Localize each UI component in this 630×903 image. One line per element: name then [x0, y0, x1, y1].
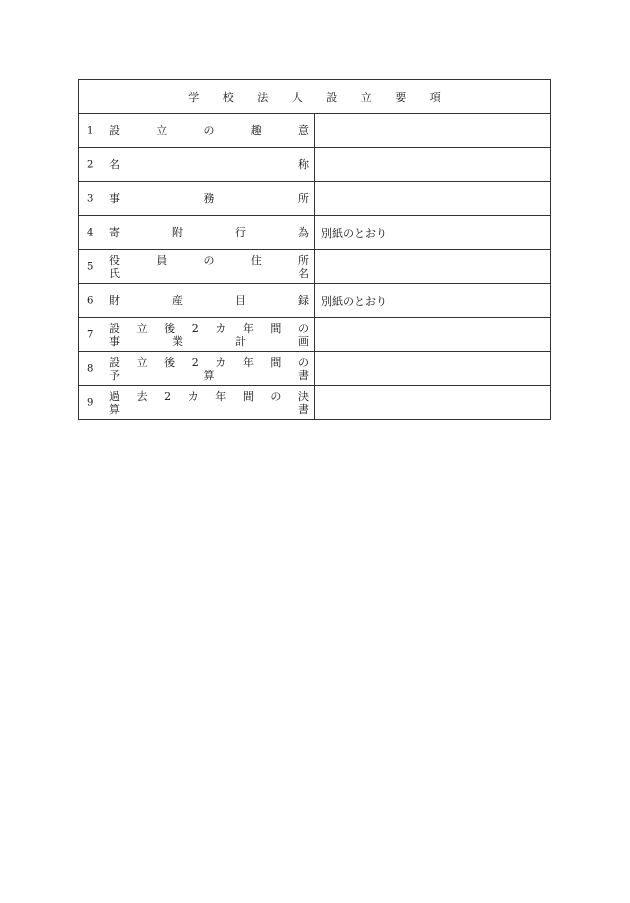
item-number: 3: [87, 193, 94, 204]
item-label: 寄 附 行 為: [109, 225, 309, 239]
item-number: 9: [87, 397, 94, 408]
item-label: [109, 390, 309, 416]
item-label: 名 称: [109, 157, 309, 171]
item-label-cell: [79, 148, 315, 182]
item-label-line-2: 事 業 計 画: [109, 334, 309, 348]
item-label-cell: [79, 114, 315, 148]
item-number: 7: [87, 329, 94, 340]
item-value: 別紙のとおり: [315, 284, 551, 318]
table-row: [79, 318, 551, 352]
item-label-cell: [79, 284, 315, 318]
table-row: [79, 386, 551, 420]
item-label-line-2: 氏 名: [109, 266, 309, 280]
item-label-line-1: 設立後2カ年間の: [109, 355, 309, 369]
item-label-cell: [79, 352, 315, 386]
item-label-cell: [79, 386, 315, 420]
item-label-cell: [79, 182, 315, 216]
item-number: 1: [87, 125, 94, 136]
item-value: 別紙のとおり: [315, 216, 551, 250]
table-row: [79, 216, 551, 250]
item-label-line-2: 予 算 書: [109, 368, 309, 382]
document-title: 学 校 法 人 設 立 要 項: [79, 80, 551, 114]
item-label-line-1: 役 員 の 住 所: [109, 253, 309, 267]
item-value: [315, 114, 551, 148]
item-label: [109, 356, 309, 382]
item-label-line-1: 過去2カ年間の決: [109, 389, 309, 403]
table-row: [79, 284, 551, 318]
item-label: 事 務 所: [109, 191, 309, 205]
item-value: [315, 148, 551, 182]
item-label-line-2: 算 書: [109, 402, 309, 416]
table-row: [79, 352, 551, 386]
table-row: [79, 148, 551, 182]
table-row: [79, 250, 551, 284]
item-label: 設 立 の 趣 意: [109, 123, 309, 137]
table-row: [79, 182, 551, 216]
item-label-line-1: 設立後2カ年間の: [109, 321, 309, 335]
item-label-cell: [79, 250, 315, 284]
item-number: 5: [87, 261, 94, 272]
item-number: 2: [87, 159, 94, 170]
establishment-outline-table: [78, 79, 551, 420]
item-value: [315, 250, 551, 284]
item-label-cell: [79, 216, 315, 250]
item-value: [315, 318, 551, 352]
item-number: 4: [87, 227, 94, 238]
item-value: [315, 352, 551, 386]
item-label: 財 産 目 録: [109, 293, 309, 307]
title-row: [79, 80, 551, 114]
item-label-cell: [79, 318, 315, 352]
table-row: [79, 114, 551, 148]
item-value: [315, 386, 551, 420]
item-number: 6: [87, 295, 94, 306]
item-label: [109, 322, 309, 348]
item-label: [109, 254, 309, 280]
item-value: [315, 182, 551, 216]
item-number: 8: [87, 363, 94, 374]
